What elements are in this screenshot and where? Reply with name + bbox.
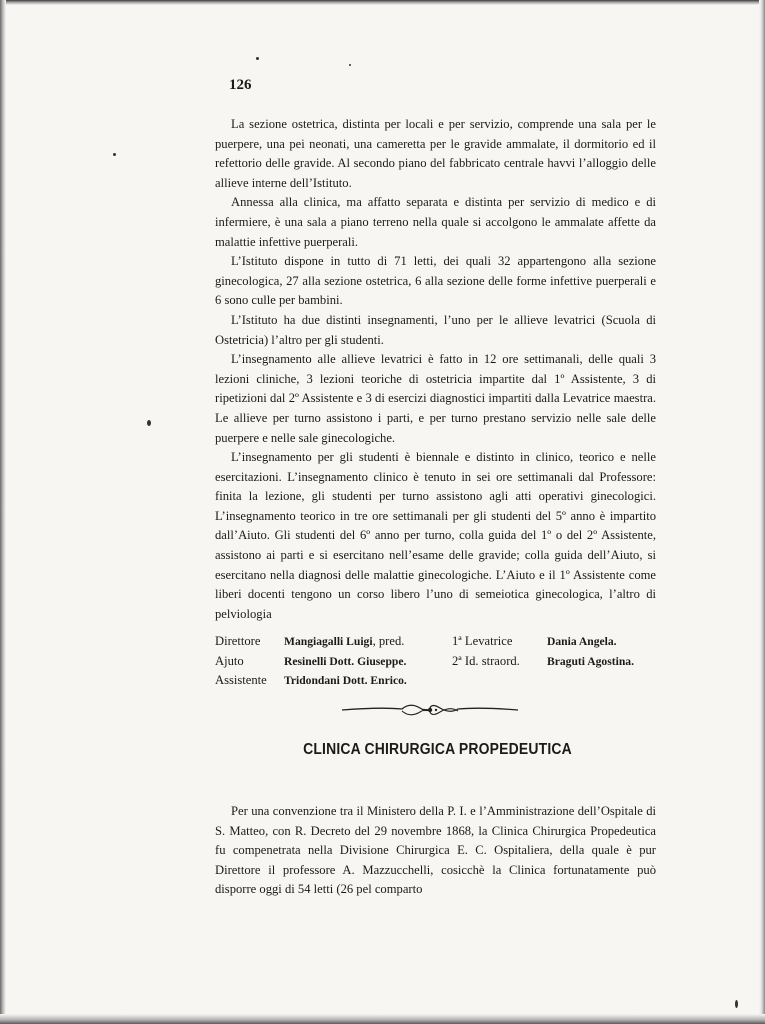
paragraph: L’Istituto dispone in tutto di 71 letti, dei quali 32 appartengono alla sezione ginecologica, 27 alla sezione ostetrica, 6 alla sezione delle forme infettive puerperali e 6 sono culle per bambini. [215,254,656,308]
page-left-edge [0,0,6,1024]
paragraph: Annessa alla clinica, ma affatto separata e distinta per servizio di medico e di infermiere, è una sala a piano terreno nella quale si accolgono le ammalate affette da malattie infettive puerperali. [215,195,656,249]
scan-speck [349,64,351,66]
staff-name: Mangiagalli Luigi, pred. [284,634,405,648]
scan-speck [735,1000,738,1008]
paragraph: L’insegnamento per gli studenti è biennale e distinto in clinico, teorico e nelle esercitazioni. L’insegnamento clinico è tenuto in sei ore settimanali dal Professore: finita la lezione, gli studenti per turno assistono agli atti operativi ginecologici. L’insegnamento teorico in tre ore settimanali per gli studenti del 5º anno è impartito dall’Aiuto. Gli studenti del 6º anno per turno, colla guida del 1º o del 2º Assistente, assistono ai parti e si esercitano nell’esame delle gravide; colla guida dell’Aiuto, si esercitano nella diagnosi delle malattie ginecologiche. L’Aiuto e il 1º Assistente come liberi docenti tengono un corso libero l’uno di semeiotica ginecologica, l’altro di pelviologia [215,450,656,621]
staff-list [215,632,660,691]
scan-speck [256,57,259,60]
staff-role-2: 1ª Levatrice [452,634,513,648]
paragraph: Per una convenzione tra il Ministero della P. I. e l’Amministrazione dell’Ospitale di S. Matteo, con R. Decreto del 29 novembre 1868, la Clinica Chirurgica Propedeutica fu compenetrata nella Divisione Chirurgica E. C. Ospitaliera, della quale è pur Direttore il professore A. Mazzucchelli, cosicchè la Clinica fortunatamente può disporre oggi di 54 letti (26 pel comparto [215,804,656,897]
staff-role-2: 2ª Id. straord. [452,653,520,668]
ornament-divider-icon [340,700,520,720]
staff-role: Assistente [215,673,267,688]
scan-speck [113,153,116,156]
paragraph: L’Istituto ha due distinti insegnamenti, l’uno per le allieve levatrici (Scuola di Ostetricia) l’altro per gli studenti. [215,312,656,347]
staff-row [215,652,660,672]
staff-row [215,632,660,652]
staff-name-2: Braguti Agostina. [547,654,634,668]
paragraph: La sezione ostetrica, distinta per locali e per servizio, comprende una sala per le puerpere, una pei neonati, una cameretta per le gravide ammalate, il dormitorio ed il refettorio delle gravide. Al secondo piano del fabbricato centrale havvi l’alloggio delle allieve interne dell’Istituto. [215,117,656,190]
scan-speck [147,420,151,426]
staff-name: Resinelli Dott. Giuseppe. [284,654,407,668]
body-text-clinica-ostetrica [215,115,656,624]
staff-name-2: Dania Angela. [547,635,617,648]
staff-name: Tridondani Dott. Enrico. [284,674,407,688]
body-text-clinica-chirurgica [215,802,656,900]
paragraph: L’insegnamento alle allieve levatrici è fatto in 12 ore settimanali, delle quali 3 lezioni cliniche, 3 lezioni teoriche di ostetricia impartite dal 1º Assistente, 3 di ripetizioni dal 2º Assistente e 3 di esercizi diagnostici impartiti dalla Levatrice maestra. Le allieve per turno assistono i parti, e per turno prestano servizio nelle sale delle puerpere e nelle sale ginecologiche. [215,352,656,445]
page-bottom-edge [0,1014,765,1024]
staff-role: Direttore [215,634,261,648]
page-top-edge [0,0,765,5]
staff-role: Ajuto [215,653,244,668]
staff-row [215,671,660,691]
page-number: 126 [229,77,252,93]
section-title: CLINICA CHIRURGICA PROPEDEUTICA [303,741,572,758]
page-right-edge [759,0,765,1024]
